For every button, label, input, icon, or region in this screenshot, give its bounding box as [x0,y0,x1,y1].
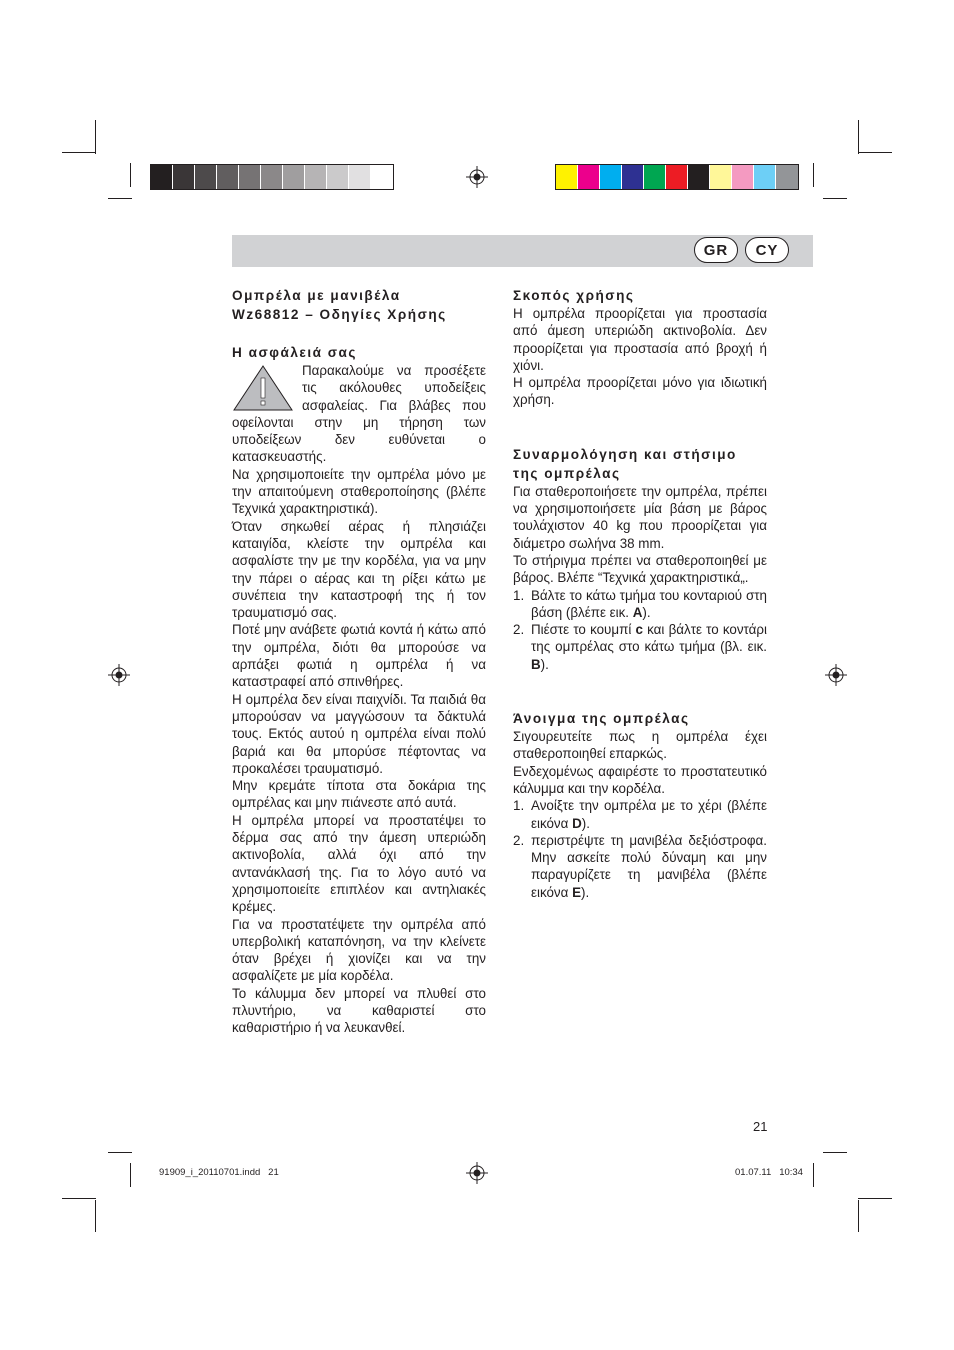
crop-mark [858,1200,859,1232]
step-text-part: Πιέστε το κουμπί [531,622,636,638]
color-swatch [261,165,283,189]
figure-ref: E [572,884,582,900]
crop-mark [823,1152,847,1153]
left-column [232,286,486,1037]
step-number: 2. [513,832,525,848]
step-text-part: Βάλτε το κάτω τμήμα του κονταριού στη βάση (βλέπε εικ. [531,587,767,620]
file-name: 91909_i_20110701.indd 21 [159,1167,279,1178]
color-swatch [710,165,732,189]
assembly-paragraph: Το στήριγμα πρέπει να σταθεροποιηθεί με βάρος. Βλέπε “Τεχνικά χαρακτηριστικά„. [513,552,767,586]
opening-paragraph: Ενδεχομένως αφαιρέστε το προστατευτικό κάλυμμα και την κορδέλα. [513,763,767,796]
safety-paragraph: Η ομπρέλα μπορεί να προστατέψει το δέρμα σας από την άμεση υπεριώδη ακτινοβολία, αλλά όχι από την αντανάκλασή της. Για το λόγο αυτό να χρησιμοποιείτε επιπλέον και αντηλιακές κρέμες. [232,812,486,915]
purpose-paragraph: Η ομπρέλα προορίζεται μόνο για ιδιωτική χρήση. [513,375,767,408]
step-number: 1. [513,587,525,603]
registration-mark-icon [466,166,488,188]
crop-mark [858,1198,892,1199]
safety-heading: Η ασφάλειά σας [232,345,357,360]
step-text [531,587,767,622]
color-swatch [173,165,195,189]
step-text-part: Ανοίξτε την ομπρέλα με το χέρι (βλέπε εικόνα [531,798,767,831]
figure-ref: D [572,815,582,831]
crop-mark [813,1163,814,1187]
grayscale-swatch-bar [150,164,394,190]
registration-mark-icon [825,664,847,686]
list-item [513,587,767,622]
document-title [232,286,486,324]
safety-paragraph: Παρακαλούμε να προσέξετε τις ακόλουθες υποδείξεις ασφαλείας. Για βλάβες που οφείλονται στην μη τήρηση των υποδείξεων δεν ευθύνεται ο κατασκευαστής. [232,363,486,465]
crop-mark [858,120,859,154]
color-swatch [732,165,754,189]
right-column [513,286,767,901]
crop-mark [858,152,892,153]
safety-intro [232,362,486,466]
step-text [531,832,767,901]
title-line-1: Ομπρέλα με μανιβέλα [232,288,401,303]
crop-mark [95,120,96,154]
color-swatch [688,165,710,189]
page-number: 21 [753,1119,768,1134]
crop-mark [108,1152,132,1153]
title-line-2: Wz68812 – Οδηγίες Χρήσης [232,307,447,322]
safety-paragraph: Η ομπρέλα δεν είναι παιχνίδι. Τα παιδιά θα μπορούσαν να μαγγώσουν τα δάκτυλά τους. Εκτός αυτού η ομπρέλα είναι πολύ βαριά και θα μπορύσε πέφτοντας να προκαλέσει τραυματισμό. [232,691,486,776]
color-swatch [754,165,776,189]
step-number: 1. [513,798,525,814]
step-text-part: περιστρέψτε τη μανιβέλα δεξιόστροφα. Μην ασκείτε πολύ δύναμη και μην παραγυρίζετε τη μανιβέλα (βλέπε εικόνα [531,832,767,900]
color-swatch [327,165,349,189]
color-swatch [666,165,688,189]
registration-mark-icon [108,664,130,686]
safety-paragraph: Ποτέ μην ανάβετε φωτιά κοντά ή κάτω από την ομπρέλα, διότι θα μπορούσε να αρπάξει φωτιά η ομπρέλα ή να καταστραφεί από σπινθήρες. [232,622,486,690]
color-swatch [556,165,578,189]
crop-mark [130,163,131,187]
figure-ref: A [632,604,643,620]
opening-paragraph: Σιγουρευτείτε πως η ομπρέλα έχει σταθεροποιηθεί επαρκώς. [513,729,767,762]
opening-steps [513,797,767,901]
color-swatch [600,165,622,189]
color-swatch [283,165,305,189]
assembly-heading-line-2: της ομπρέλας [513,465,621,481]
list-item [513,621,767,673]
step-text-part: ). [581,815,590,831]
color-swatch [151,165,173,189]
color-swatch [239,165,261,189]
color-swatch [305,165,327,189]
step-text [531,797,767,832]
color-swatch [217,165,239,189]
step-text-part: ). [540,656,549,672]
color-swatch [776,165,798,189]
color-swatch [622,165,644,189]
button-ref: c [635,622,643,638]
list-item [513,797,767,832]
purpose-paragraph: Η ομπρέλα προορίζεται για προστασία από άμεση υπεριώδη ακτινοβολία. Δεν προορίζεται για προστασία από βροχή ή χιόνι. [513,306,767,373]
step-text-part: ). [642,604,651,620]
crop-mark [95,1200,96,1232]
language-badge-gr: GR [694,237,738,263]
date-time: 01.07.11 10:34 [735,1167,803,1178]
assembly-steps [513,587,767,673]
assembly-heading [513,445,767,483]
list-item [513,832,767,901]
warning-triangle-icon [232,364,294,412]
crop-mark [62,152,96,153]
color-swatch-bar [555,164,799,190]
safety-paragraph: Το κάλυμμα δεν μπορεί να πλυθεί στο πλυντήριο, να καθαριστεί στο καθαριστήριο ή να λευκανθεί. [232,985,486,1036]
safety-paragraph: Όταν σηκωθεί αέρας ή πλησιάζει καταιγίδα, κλείστε την ομπρέλα και ασφαλίστε την με την κορδέλα, για να μην την πάρει ο αέρας και τη ρίξει κάτω με συνέπεια την καταστροφή της ή τον τραυματισμό σας. [232,518,486,621]
color-swatch [371,165,393,189]
crop-mark [108,198,132,199]
assembly-paragraph: Για σταθεροποιήσετε την ομπρέλα, πρέπει να χρησιμοποιήσετε μία βάση με βάρος τουλάχιστον 40 kg που προορίζεται για διάμετρο σωλήνα 38 mm. [513,483,767,551]
step-number: 2. [513,622,525,638]
registration-mark-icon [466,1162,488,1184]
safety-paragraph: Μην κρεμάτε τίποτα στα δοκάρια της ομπρέλας και μην πιάνεστε από αυτά. [232,778,486,811]
assembly-heading-line-1: Συναρμολόγηση και στήσιμο [513,446,737,462]
color-swatch [349,165,371,189]
color-swatch [644,165,666,189]
color-swatch [195,165,217,189]
figure-ref: B [531,656,541,672]
crop-mark [813,163,814,187]
color-swatch [578,165,600,189]
crop-mark [823,198,847,199]
purpose-heading: Σκοπός χρήσης [513,288,635,303]
opening-heading: Άνοιγμα της ομπρέλας [513,711,690,727]
safety-paragraph: Για να προστατέψετε την ομπρέλα από υπερβολική καταπόνηση, να την κλείνετε όταν βρέχει ή χιονίζει και να την ασφαλίζετε με μία κορδέλα. [232,916,486,984]
step-text-part: και βάλτε το κοντάρι της ομπρέλας στο κάτω τμήμα (βλ. εικ. [531,622,767,655]
crop-mark [62,1198,96,1199]
step-text-part: ). [581,884,590,900]
language-badge-cy: CY [745,237,789,263]
safety-paragraph: Να χρησιμοποιείτε την ομπρέλα μόνο με την απαιτούμενη σταθεροποίησης (βλέπε Τεχνικά χαρακτηριστικά). [232,466,486,517]
step-text [531,621,767,673]
crop-mark [130,1163,131,1187]
